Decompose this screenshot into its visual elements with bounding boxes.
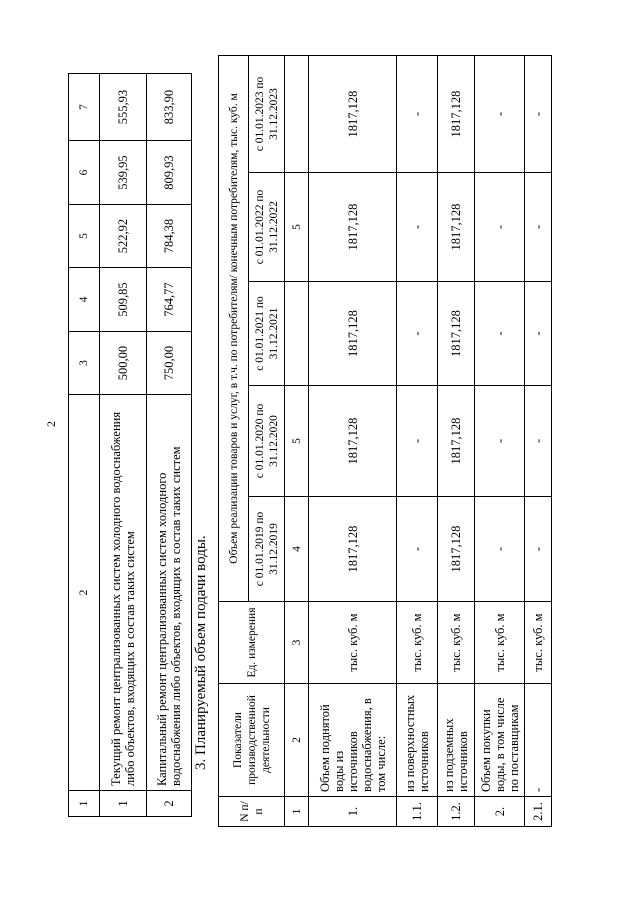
section-title: 3. Планируемый объем подачи воды. bbox=[193, 535, 209, 770]
row-value: - bbox=[525, 386, 552, 497]
table1-cell: 784,38 bbox=[147, 205, 192, 268]
table1-header: 6 bbox=[69, 141, 100, 205]
row-value: 1817,128 bbox=[309, 55, 397, 172]
numbering-cell: 5 bbox=[285, 386, 309, 497]
header-period: с 01.01.2019 по 31.12.2019 bbox=[249, 497, 285, 602]
row-value: 1817,128 bbox=[438, 282, 475, 386]
row-unit: тыс. куб. м bbox=[397, 602, 438, 684]
numbering-cell: 4 bbox=[285, 497, 309, 602]
numbering-cell: 3 bbox=[285, 602, 309, 684]
table1-header: 2 bbox=[69, 395, 100, 791]
row-value: - bbox=[475, 497, 525, 602]
header-period: с 01.01.2021 по 31.12.2021 bbox=[249, 282, 285, 386]
table1-cell: 764,77 bbox=[147, 268, 192, 332]
row-value: - bbox=[475, 55, 525, 172]
row-value: 1817,128 bbox=[309, 386, 397, 497]
table1-cell: 2 bbox=[147, 791, 192, 817]
table-row bbox=[309, 55, 397, 826]
numbering-row bbox=[285, 55, 309, 826]
table1-cell: 555,93 bbox=[100, 74, 147, 141]
row-value: - bbox=[525, 173, 552, 282]
row-value: - bbox=[475, 173, 525, 282]
header-unit: Ед. измерения bbox=[219, 602, 285, 684]
row-value: 1817,128 bbox=[309, 497, 397, 602]
table1-header: 5 bbox=[69, 205, 100, 268]
row-number: 2.1. bbox=[525, 797, 552, 827]
row-value: - bbox=[397, 282, 438, 386]
row-value: 1817,128 bbox=[309, 282, 397, 386]
row-value: 1817,128 bbox=[438, 386, 475, 497]
row-unit: тыс. куб. м bbox=[525, 602, 552, 684]
row-value: - bbox=[397, 497, 438, 602]
header-indicator: Показатели производственной деятельности bbox=[219, 684, 285, 797]
row-value: 1817,128 bbox=[438, 173, 475, 282]
header-group: Объем реализации товаров и услуг, в т.ч. по потребителям/ конечным потребителям, тыс. куб. м bbox=[219, 55, 249, 601]
row-number: 1. bbox=[309, 797, 397, 827]
row-value: - bbox=[397, 55, 438, 172]
table1-cell: 833,90 bbox=[147, 74, 192, 141]
row-number: 1.2. bbox=[438, 797, 475, 827]
row-indicator: из поверхностных источников bbox=[397, 684, 438, 797]
table1-header: 3 bbox=[69, 332, 100, 395]
row-value: - bbox=[525, 282, 552, 386]
table1-header: 4 bbox=[69, 268, 100, 332]
row-value: 1817,128 bbox=[438, 497, 475, 602]
row-unit: тыс. куб. м bbox=[475, 602, 525, 684]
table1-cell: 500,00 bbox=[100, 332, 147, 395]
header-period: с 01.01.2023 по 31.12.2023 bbox=[249, 55, 285, 172]
row-number: 1.1. bbox=[397, 797, 438, 827]
table1-cell: Текущий ремонт централизованных систем холодного водоснабжения либо объектов, входящих в состав таких систем bbox=[100, 395, 147, 791]
row-unit: тыс. куб. м bbox=[309, 602, 397, 684]
table-row bbox=[438, 55, 475, 826]
row-indicator: Объем поднятой воды из источников водоснабжения, в том числе: bbox=[309, 684, 397, 797]
row-value: - bbox=[475, 282, 525, 386]
numbering-cell bbox=[285, 55, 309, 172]
table1-cell: 750,00 bbox=[147, 332, 192, 395]
table-row bbox=[525, 55, 552, 826]
table-row bbox=[147, 74, 192, 817]
row-value: 1817,128 bbox=[309, 173, 397, 282]
row-number: 2. bbox=[475, 797, 525, 827]
cost-table bbox=[68, 73, 192, 817]
table-row bbox=[475, 55, 525, 826]
row-unit: тыс. куб. м bbox=[438, 602, 475, 684]
row-value: - bbox=[397, 386, 438, 497]
table-row bbox=[397, 55, 438, 826]
table1-cell: 509,85 bbox=[100, 268, 147, 332]
row-indicator: Объем покупки воды, в том числе по поставщикам bbox=[475, 684, 525, 797]
table-row bbox=[100, 74, 147, 817]
numbering-cell: 1 bbox=[285, 797, 309, 827]
table1-cell: 1 bbox=[100, 791, 147, 817]
page-number: 2 bbox=[44, 421, 58, 427]
header-period: с 01.01.2020 по 31.12.2020 bbox=[249, 386, 285, 497]
row-value: 1817,128 bbox=[438, 55, 475, 172]
row-indicator: из подземных источников bbox=[438, 684, 475, 797]
row-indicator: - bbox=[525, 684, 552, 797]
header-no: N п/п bbox=[219, 797, 285, 827]
numbering-cell: 5 bbox=[285, 173, 309, 282]
numbering-cell bbox=[285, 282, 309, 386]
table1-header: 7 bbox=[69, 74, 100, 141]
table1-cell: 522,92 bbox=[100, 205, 147, 268]
header-period: с 01.01.2022 по 31.12.2022 bbox=[249, 173, 285, 282]
row-value: - bbox=[525, 497, 552, 602]
table1-cell: Капитальный ремонт централизованных систем холодного водоснабжения либо объектов, входящих в состав таких систем bbox=[147, 395, 192, 791]
water-supply-table bbox=[218, 55, 552, 827]
table1-cell: 809,93 bbox=[147, 141, 192, 205]
table1-header: 1 bbox=[69, 791, 100, 817]
row-value: - bbox=[525, 55, 552, 172]
row-value: - bbox=[475, 386, 525, 497]
row-value: - bbox=[397, 173, 438, 282]
table1-cell: 539,95 bbox=[100, 141, 147, 205]
numbering-cell: 2 bbox=[285, 684, 309, 797]
